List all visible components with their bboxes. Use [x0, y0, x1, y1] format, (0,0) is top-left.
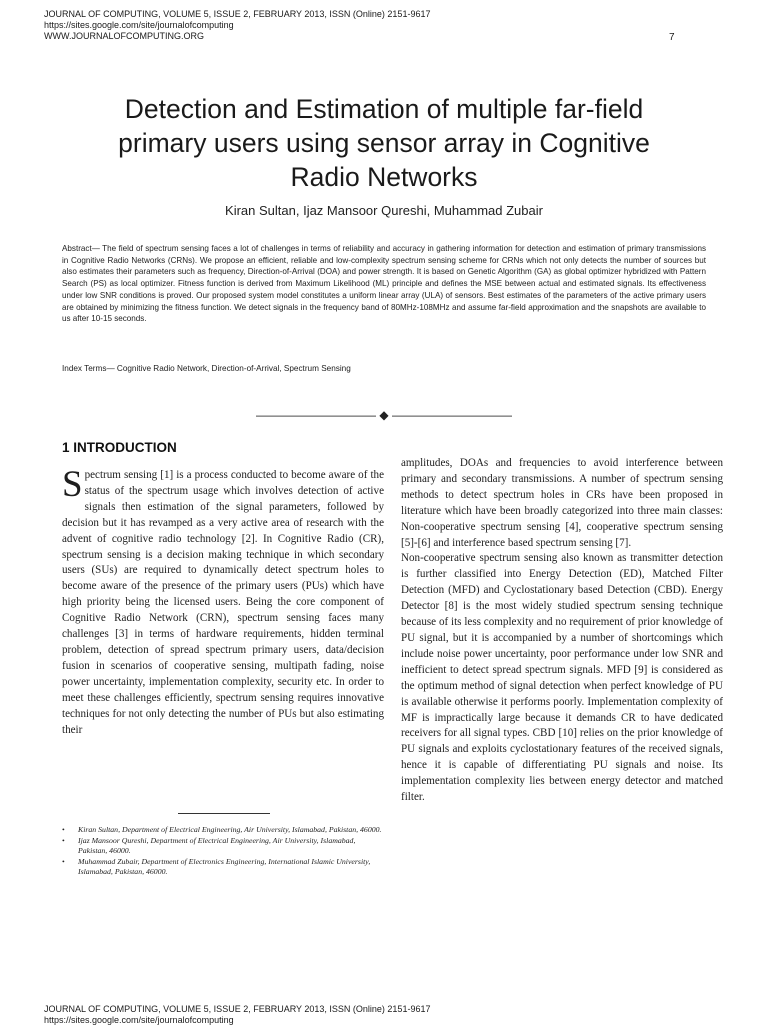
author-list: Kiran Sultan, Ijaz Mansoor Qureshi, Muhammad Zubair — [225, 203, 543, 218]
author-footnotes — [62, 825, 384, 878]
footnote-text: Ijaz Mansoor Qureshi, Department of Electrical Engineering, Air University, Islamabad, Pakistan, 46000. — [78, 835, 356, 856]
abstract-label: Abstract— — [62, 244, 100, 253]
abstract — [62, 243, 706, 325]
footer-journal: JOURNAL OF COMPUTING, VOLUME 5, ISSUE 2, FEBRUARY 2013, ISSN (Online) 2151-9617 — [44, 1004, 431, 1014]
footnote-item — [62, 857, 384, 878]
title-line: primary users using sensor array in Cognitive — [118, 128, 650, 158]
header-url: https://sites.google.com/site/journalofcomputing — [44, 20, 234, 30]
running-footer — [44, 1004, 430, 1026]
body-paragraph: Non-cooperative spectrum sensing also known as transmitter detection is further classified into Energy Detection (ED), Matched Filter Detection (MFD) and Cyclostationary based Detection (CBD). Energy Detector [8] is the most widely studied spectrum sensing technique because of its less complexity and no requirement of prior knowledge of PU signal, but it is accompanied by a number of shortcomings which include noise power uncertainty, poor performance under low SNR and inefficient to detect spread spectrum signals. MFD [9] is considered as the optimum method of signal detection when perfect knowledge of PU is available otherwise it performs poorly. Implementation complexity of MF is impractically large because it demands CR to have dedicated receivers for all signal types. CBD [10] relies on the prior knowledge of PU signals and exploits cyclostationary features of the received signals, hence it is capable of differentiating PU signals and noise. Its implementation complexity lies between energy detector and matched filter. — [401, 552, 723, 804]
header-journal: JOURNAL OF COMPUTING, VOLUME 5, ISSUE 2, FEBRUARY 2013, ISSN (Online) 2151-9617 — [44, 9, 431, 19]
right-column — [401, 456, 723, 806]
paper-title — [40, 92, 728, 194]
drop-cap: S — [62, 464, 83, 505]
footnote-text: Kiran Sultan, Department of Electrical Engineering, Air University, Islamabad, Pakistan, 46000. — [78, 825, 382, 834]
footnote-rule — [178, 813, 270, 814]
section-heading: 1 INTRODUCTION — [62, 440, 177, 455]
index-terms: Index Terms— Cognitive Radio Network, Direction-of-Arrival, Spectrum Sensing — [62, 364, 351, 373]
bullet-icon: • — [62, 825, 65, 834]
bullet-icon: • — [62, 835, 65, 845]
running-header — [44, 9, 430, 42]
title-line: Radio Networks — [290, 162, 478, 192]
page-number: 7 — [669, 32, 675, 43]
footer-url: https://sites.google.com/site/journalofcomputing — [44, 1015, 234, 1025]
body-paragraph: amplitudes, DOAs and frequencies to avoid interference between primary and secondary transmissions. A number of spectrum sensing methods to detect spectrum holes in CRs have been proposed in literature which have been broadly categorized into three main classes: Non-cooperative spectrum sensing [4], cooperative spectrum sensing [5]-[6] and interference based spectrum sensing [7]. — [401, 457, 723, 549]
bullet-icon: • — [62, 856, 65, 866]
abstract-text: The field of spectrum sensing faces a lot of challenges in terms of reliability and accuracy in gathering information for detection and estimation of primary transmissions in Cognitive Radio Networks (CRNs). We propose an efficient, reliable and low-complexity spectrum sensing scheme for CRNs which not only detects the number of sources but also estimates their parameters such as frequency, Direction-of-Arrival (DOA) and power strength. It is based on Genetic Algorithm (GA) as global optimizer hybridized with Pattern Search (PS) as local optimizer. Fitness function is derived from Maximum Likelihood (ML) principle and defines the MSE between actual and estimated signals. Its effectiveness under low SNR conditions is proved. Our proposed system model constitutes a uniform linear array (ULA) of sensors. Best estimates of the parameters of the active primary users are obtained by minimizing the fitness function. We detect signals in the frequency band of 80MHz-108MHz and assume far-field approximation and the snapshots are available to us after 10-15 seconds. — [62, 244, 706, 324]
section-separator: —————————— ◆ —————————— — [256, 408, 512, 422]
header-site: WWW.JOURNALOFCOMPUTING.ORG — [44, 31, 204, 41]
footnote-text: Muhammad Zubair, Department of Electronics Engineering, International Islamic University, Islamabad, Pakistan, 46000. — [78, 856, 371, 877]
footnote-item — [62, 836, 384, 857]
intro-paragraph: pectrum sensing [1] is a process conducted to become aware of the status of the spectrum usage which involves detection of active signals then estimation of the signal parameters, followed by decision but it has revamped as a very active area of research with the advent of cognitive radio technology [2]. In Cognitive Radio (CR), spectrum sensing is a decision making technique in which secondary users (SUs) are required to dynamically detect spectrum holes to become aware of the presence of the primary users (PUs) which have high priority being the licensed users. Being the core component of Cognitive Radio Network (CRN), spectrum sensing faces many challenges [3] in terms of hardware requirements, hidden terminal problem, detection of spread spectrum primary users, data/decision fusion in scenarios of cooperative sensing, multipath fading, noise power uncertainty, implementation complexity, security etc. In order to meet these challenges efficiently, spectrum sensing requires innovative techniques for not only detecting the number of PUs but also estimating their — [62, 469, 384, 736]
footnote-item — [62, 825, 384, 836]
title-line: Detection and Estimation of multiple far-field — [124, 94, 644, 124]
left-column — [62, 464, 384, 738]
